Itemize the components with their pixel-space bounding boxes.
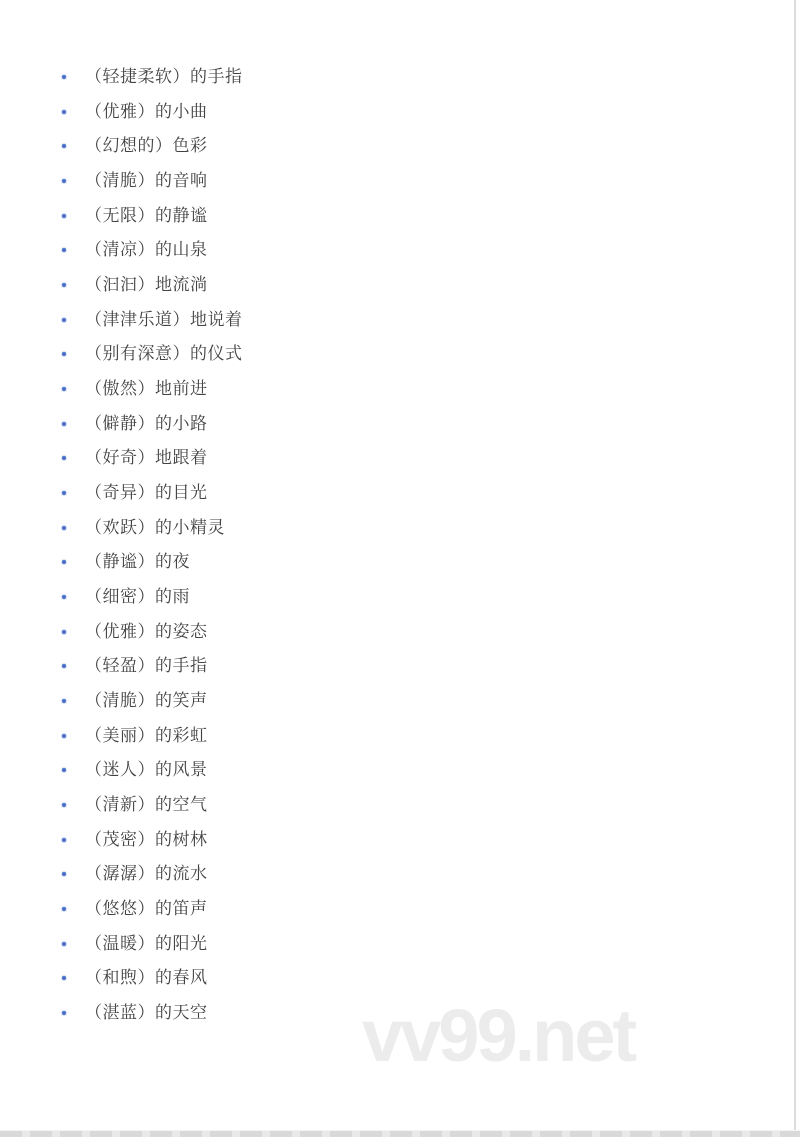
bullet-icon [62,907,66,911]
list-item [62,164,243,199]
list-item-text: （好奇）地跟着 [85,448,208,468]
list-item [62,60,243,95]
list-item [62,927,243,962]
bullet-icon [62,456,66,460]
bullet-icon [62,75,66,79]
list-item-text: （潺潺）的流水 [85,864,208,884]
list-item [62,233,243,268]
word-pairing-list [62,60,243,1031]
list-item-text: （无限）的静谧 [85,205,208,225]
list-item-text: （清脆）的音响 [85,171,208,191]
bullet-icon [62,976,66,980]
list-item [62,823,243,858]
bullet-icon [62,630,66,634]
list-item-text: （傲然）地前进 [85,379,208,399]
list-item [62,892,243,927]
bullet-icon [62,179,66,183]
list-item-text: （温暖）的阳光 [85,933,208,953]
list-item-text: （细密）的雨 [85,587,190,607]
list-item-text: （幻想的）色彩 [85,136,208,156]
list-item [62,788,243,823]
list-item-text: （欢跃）的小精灵 [85,517,225,537]
watermark: vv99.net [362,994,635,1077]
list-item-text: （别有深意）的仪式 [85,344,243,364]
list-item-text: （迷人）的风景 [85,760,208,780]
bullet-icon [62,248,66,252]
list-item-text: （津津乐道）地说着 [85,309,243,329]
list-item-text: （清凉）的山泉 [85,240,208,260]
list-item [62,580,243,615]
list-item-text: （湛蓝）的天空 [85,1003,208,1023]
list-item [62,719,243,754]
list-item [62,95,243,130]
bullet-icon [62,283,66,287]
list-item-text: （和煦）的春风 [85,968,208,988]
list-item-text: （优雅）的姿态 [85,621,208,641]
list-item [62,684,243,719]
bullet-icon [62,1011,66,1015]
list-item-text: （美丽）的彩虹 [85,725,208,745]
bullet-icon [62,491,66,495]
bullet-icon [62,664,66,668]
list-item [62,268,243,303]
list-item-text: （优雅）的小曲 [85,101,208,121]
bullet-icon [62,214,66,218]
bullet-icon [62,352,66,356]
list-item-text: （悠悠）的笛声 [85,899,208,919]
list-item [62,753,243,788]
list-item [62,961,243,996]
bullet-icon [62,422,66,426]
list-item-text: （茂密）的树林 [85,829,208,849]
bullet-icon [62,803,66,807]
page-bottom-strip [0,1130,800,1137]
bullet-icon [62,144,66,148]
list-item [62,476,243,511]
list-item-text: （清新）的空气 [85,795,208,815]
bullet-icon [62,699,66,703]
page-right-border [794,0,796,1130]
bullet-icon [62,872,66,876]
list-item [62,545,243,580]
list-item [62,407,243,442]
bullet-icon [62,387,66,391]
list-item [62,857,243,892]
list-item-text: （奇异）的目光 [85,483,208,503]
bullet-icon [62,838,66,842]
list-item-text: （静谧）的夜 [85,552,190,572]
bullet-icon [62,110,66,114]
list-item [62,615,243,650]
list-item [62,129,243,164]
bullet-icon [62,318,66,322]
list-item-text: （汩汩）地流淌 [85,275,208,295]
list-item-text: （僻静）的小路 [85,413,208,433]
bullet-icon [62,768,66,772]
list-item-text: （轻捷柔软）的手指 [85,67,243,86]
list-item [62,996,243,1031]
list-item [62,199,243,234]
bullet-icon [62,734,66,738]
list-item-text: （轻盈）的手指 [85,656,208,676]
list-item-text: （清脆）的笑声 [85,691,208,711]
list-item [62,337,243,372]
list-item [62,303,243,338]
list-item [62,649,243,684]
list-item [62,511,243,546]
bullet-icon [62,560,66,564]
list-item [62,441,243,476]
bullet-icon [62,526,66,530]
bullet-icon [62,942,66,946]
bullet-icon [62,595,66,599]
list-item [62,372,243,407]
